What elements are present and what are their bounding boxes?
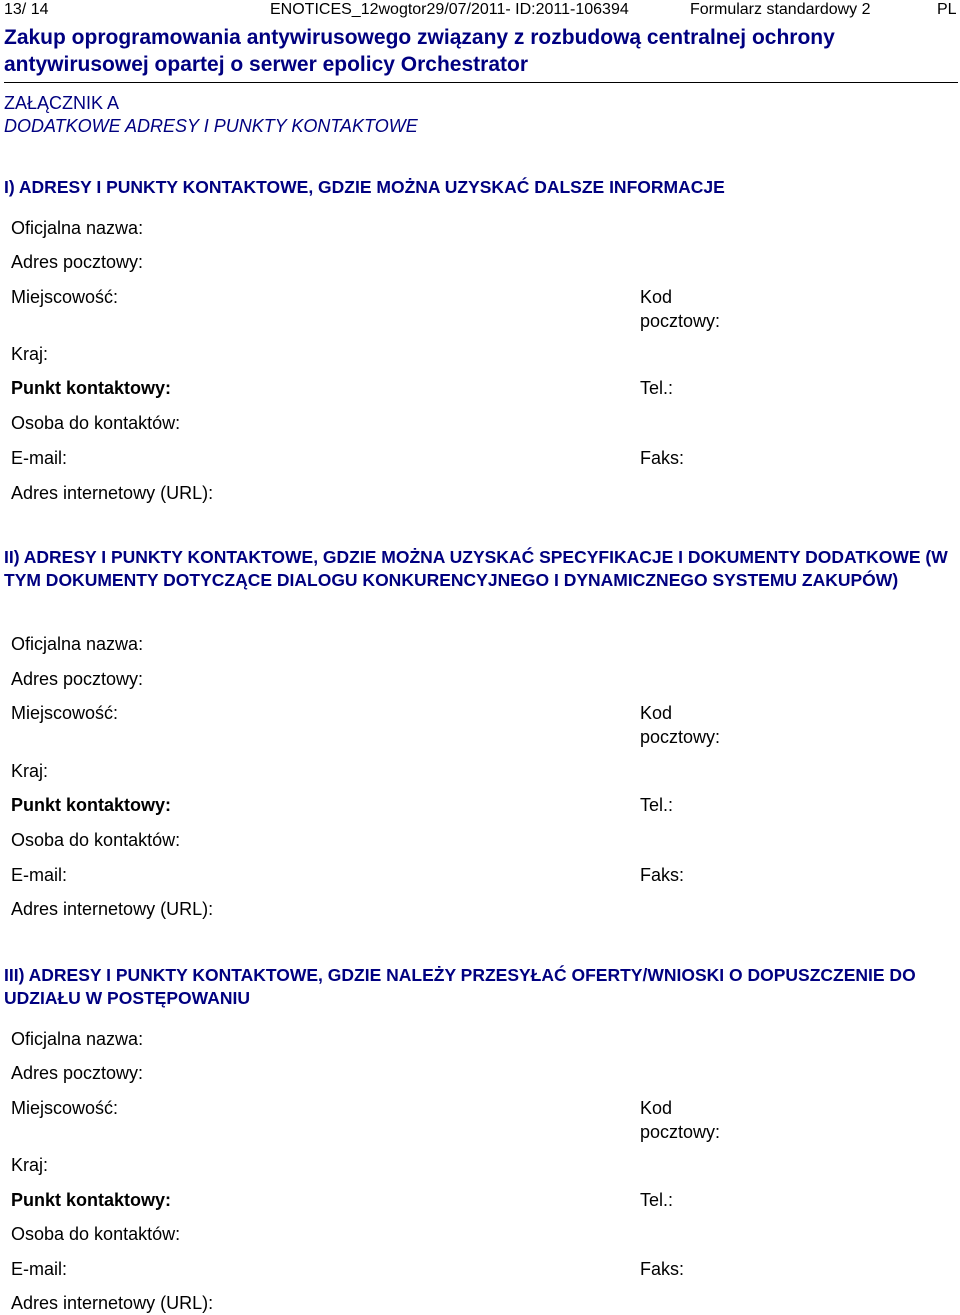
document-title-line-1: Zakup oprogramowania antywirusowego związany z rozbudową centralnej ochrony	[4, 26, 835, 49]
official-name-label: Oficjalna nazwa:	[11, 634, 144, 654]
notice-ref: - ID:2011-106394	[505, 1, 629, 18]
phone-label: Tel.:	[640, 378, 674, 398]
contact-point-label: Punkt kontaktowy:	[11, 1190, 172, 1210]
fax-label: Faks:	[640, 1259, 685, 1279]
url-label: Adres internetowy (URL):	[11, 1293, 214, 1313]
phone-label: Tel.:	[640, 795, 674, 815]
postal-code-label: Kod pocztowy:	[640, 1098, 721, 1142]
postal-code-label: Kod pocztowy:	[640, 703, 721, 747]
official-name-label: Oficjalna nazwa:	[11, 1029, 144, 1049]
phone-label: Tel.:	[640, 1190, 674, 1210]
notice-date: 29/07/2011	[426, 1, 506, 18]
country-label: Kraj:	[11, 1155, 49, 1175]
language-code: PL	[937, 1, 957, 18]
postal-address-label: Adres pocztowy:	[11, 252, 144, 272]
contact-person-label: Osoba do kontaktów:	[11, 413, 181, 433]
official-name-label: Oficjalna nazwa:	[11, 218, 144, 238]
form-name: Formularz standardowy 2	[690, 1, 871, 18]
town-label: Miejscowość:	[11, 287, 119, 307]
town-label: Miejscowość:	[11, 703, 119, 723]
town-label: Miejscowość:	[11, 1098, 119, 1118]
annex-label: ZAŁĄCZNIK A	[4, 93, 120, 113]
contact-person-label: Osoba do kontaktów:	[11, 1224, 181, 1244]
url-label: Adres internetowy (URL):	[11, 483, 214, 503]
section-heading: II) ADRESY I PUNKTY KONTAKTOWE, GDZIE MOŻNA UZYSKAĆ SPECYFIKACJE I DOKUMENTY DODATKOWE (W TYM DOKUMENTY DOTYCZĄCE DIALOGU KONKURENCYJNEGO I DYNAMICZNEGO SYSTEMU ZAKUPÓW)	[4, 547, 948, 590]
country-label: Kraj:	[11, 344, 49, 364]
email-label: E-mail:	[11, 448, 68, 468]
page-number: 13/ 14	[4, 1, 49, 18]
postal-address-label: Adres pocztowy:	[11, 1063, 144, 1083]
postal-code-label: Kod pocztowy:	[640, 287, 721, 331]
fax-label: Faks:	[640, 448, 685, 468]
email-label: E-mail:	[11, 865, 68, 885]
fax-label: Faks:	[640, 865, 685, 885]
section-heading: III) ADRESY I PUNKTY KONTAKTOWE, GDZIE NALEŻY PRZESYŁAĆ OFERTY/WNIOSKI O DOPUSZCZENIE DO UDZIAŁU W POSTĘPOWANIU	[4, 965, 916, 1008]
notice-id: ENOTICES_12wogtor	[270, 1, 427, 18]
document-title-line-2: antywirusowej opartej o serwer epolicy Orchestrator	[4, 53, 529, 76]
notice-header	[270, 0, 629, 20]
email-label: E-mail:	[11, 1259, 68, 1279]
annex-subtitle: DODATKOWE ADRESY I PUNKTY KONTAKTOWE	[4, 116, 418, 136]
contact-point-label: Punkt kontaktowy:	[11, 795, 172, 815]
contact-point-label: Punkt kontaktowy:	[11, 378, 172, 398]
country-label: Kraj:	[11, 761, 49, 781]
url-label: Adres internetowy (URL):	[11, 899, 214, 919]
contact-person-label: Osoba do kontaktów:	[11, 830, 181, 850]
title-divider	[4, 82, 958, 83]
section-heading: I) ADRESY I PUNKTY KONTAKTOWE, GDZIE MOŻNA UZYSKAĆ DALSZE INFORMACJE	[4, 177, 725, 197]
postal-address-label: Adres pocztowy:	[11, 669, 144, 689]
